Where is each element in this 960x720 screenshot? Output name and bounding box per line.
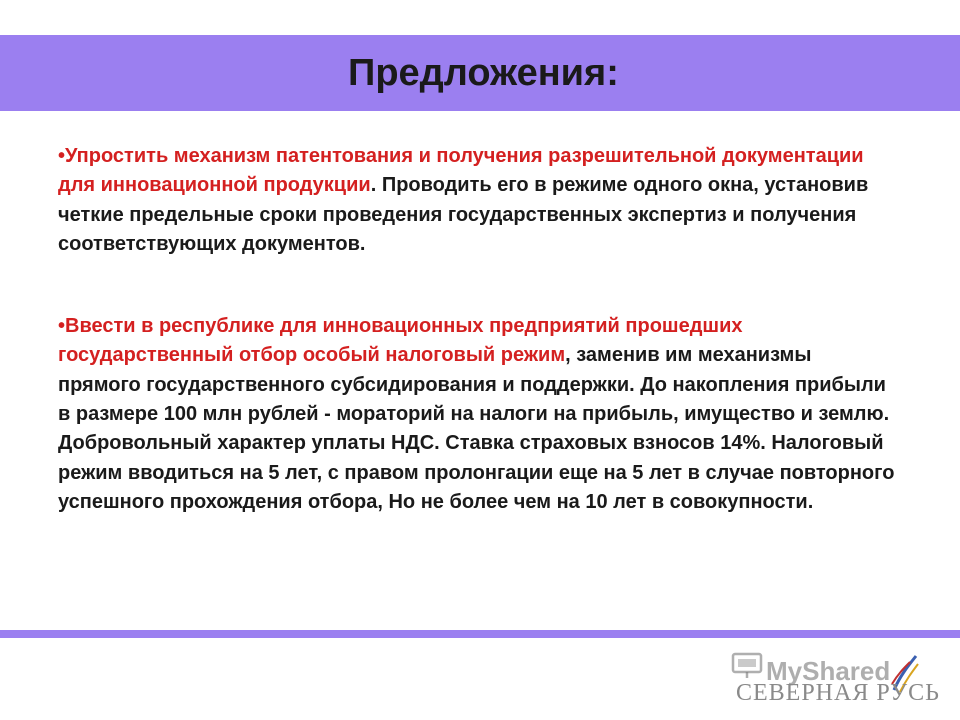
presentation-icon [730, 650, 764, 680]
slide-title: Предложения: [348, 52, 619, 94]
proposal-text: , заменив им механизмы прямого государственного субсидирования и поддержки. До накопления прибыли в размере 100 млн рублей - мораторий на налоги на прибыль, имущество и землю. Добровольный характер уплаты НДС. Ставка страховых взносов 14%. Налоговый режим вводиться на 5 лет, с правом пролонгации еще на 5 лет в случае повторного успешного прохождения отбора, Но не более чем на 10 лет в совокупности. [58, 344, 895, 513]
logo [730, 650, 955, 715]
proposal-highlight: •Упростить механизм патентования и получения разрешительной документации для инновационной продукции [58, 145, 864, 197]
proposal-paragraph [58, 142, 898, 259]
proposal-text: . Проводить его в режиме одного окна, установив четкие предельные сроки проведения государственных экспертиз и получения соответствующих документов. [58, 174, 869, 255]
slide-body [58, 142, 898, 517]
bottom-divider [0, 630, 960, 638]
watermark-text: MyShared [766, 656, 891, 686]
logo-text: СЕВЕРНАЯ РУСЬ [736, 680, 940, 706]
proposal-highlight: •Ввести в республике для инновационных предприятий прошедших государственный отбор особый налоговый режим [58, 315, 743, 367]
proposal-paragraph [58, 312, 898, 517]
title-bar [0, 35, 960, 111]
